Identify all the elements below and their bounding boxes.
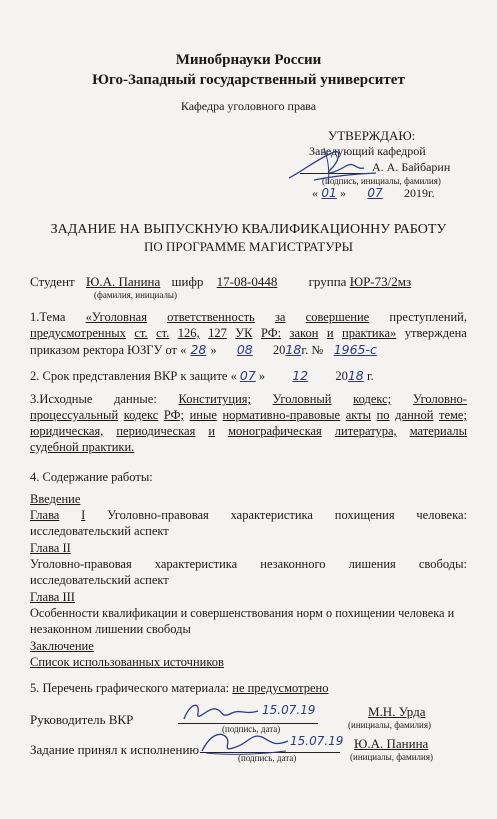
accepted-label: Задание принял к исполнению [30,742,200,757]
contents-chapter-3-line-1: Особенности квалификации и совершенствования норм о похищении человека и [30,606,455,620]
sources-line-4: судебной практики. [30,440,135,454]
accepted-caption-name: (инициалы, фамилия) [350,752,433,762]
document-title: ЗАДАНИЕ НА ВЫПУСКНУЮ КВАЛИФИКАЦИОННУ РАБОТУ [50,222,447,237]
student-group: ЮР-73/2мз [349,274,412,289]
student-name: Ю.А. Панина [85,274,161,289]
sources-line-1: 3.Исходные данные: Конституция; Уголовный кодекс; Уголовно- [30,392,467,406]
contents-chapter-1-line-2: исследовательский аспект [30,524,169,538]
approval-date-month: 07 [367,186,383,200]
contents-references: Список использованных источников [30,655,224,669]
contents-chapter-1-line-1: Глава I Уголовно-правовая характеристика похищения человека: [30,508,467,522]
contents-chapter-2-line-1: Уголовно-правовая характеристика незаконного лишения свободы: [30,557,467,571]
contents-chapter-3-head: Глава III [30,590,75,604]
student-line: Студент Ю.А. Панина шифр 17-08-0448 группа ЮР-73/2мз [30,274,412,289]
contents-conclusion: Заключение [30,639,94,653]
approval-position: Заведующий кафедрой [309,144,426,158]
topic-line-1: 1.Тема «Уголовная ответственность за совершение преступлений, [30,310,467,324]
approval-date-day: 01 [321,186,337,200]
supervisor-caption-sig: (подпись, дата) [222,724,281,734]
contents-chapter-2-head: Глава II [30,541,71,555]
approval-caption: (подпись, инициалы, фамилия) [322,176,441,186]
deadline-day: 07 [239,368,256,383]
accepted-name: Ю.А. Панина [354,736,429,751]
ministry-name: Минобрнауки России [175,52,322,68]
approval-name: А. А. Байбарин [372,160,451,174]
topic-order-year: 18 [285,342,302,357]
accepted-hand-date: 15.07.19 [290,734,344,748]
approval-date: « 01 » 07 2019г. [312,186,435,200]
university-name: Юго-Западный государственный университет [92,72,405,88]
accepted-caption-sig: (подпись, дата) [238,753,297,763]
graphics-line: 5. Перечень графического материала: не предусмотрено [30,681,329,695]
student-caption: (фамилия, инициалы) [94,290,177,300]
topic-line-2: предусмотренных ст. ст. 126, 127 УК РФ: закон и практика» утверждена [30,326,467,340]
approval-signature [284,140,404,190]
contents-chapter-3-line-2: незаконном лишении свободы [30,622,191,636]
deadline-year: 18 [347,368,364,383]
contents-label: 4. Содержание работы: [30,470,153,484]
department-name: Кафедра уголовного права [180,99,317,113]
topic-line-3: приказом ректора ЮЗГУ от « 28 » 08 2018г. № 1965-с [30,342,387,358]
topic-order-day: 28 [190,342,207,357]
supervisor-hand-date: 15.07.19 [262,703,316,717]
supervisor-label: Руководитель ВКР [30,712,134,727]
approval-title: УТВЕРЖДАЮ: [328,128,416,143]
supervisor-name: М.Н. Урда [368,704,426,719]
sources-line-2: процессуальный кодекс РФ; иные нормативно-правовые акты по данной теме; [30,408,467,422]
sources-line-3: юридическая, периодическая и монографическая литература, материалы [30,424,467,438]
deadline-line: 2. Срок представления ВКР к защите « 07 » 12 2018 г. [30,368,374,383]
topic-order-month: 08 [236,342,253,357]
supervisor-signature [180,697,270,727]
document-subtitle: ПО ПРОГРАММЕ МАГИСТРАТУРЫ [144,239,353,254]
accepted-signature [196,725,296,759]
topic-order-number: 1965-с [333,342,377,357]
deadline-month: 12 [292,368,309,383]
supervisor-caption-name: (инициалы, фамилия) [348,720,431,730]
contents-intro: Введение [30,492,81,506]
contents-chapter-2-line-2: исследовательский аспект [30,573,169,587]
graphics-value: не предусмотрено [232,681,329,695]
student-cipher: 17-08-0448 [216,274,278,289]
